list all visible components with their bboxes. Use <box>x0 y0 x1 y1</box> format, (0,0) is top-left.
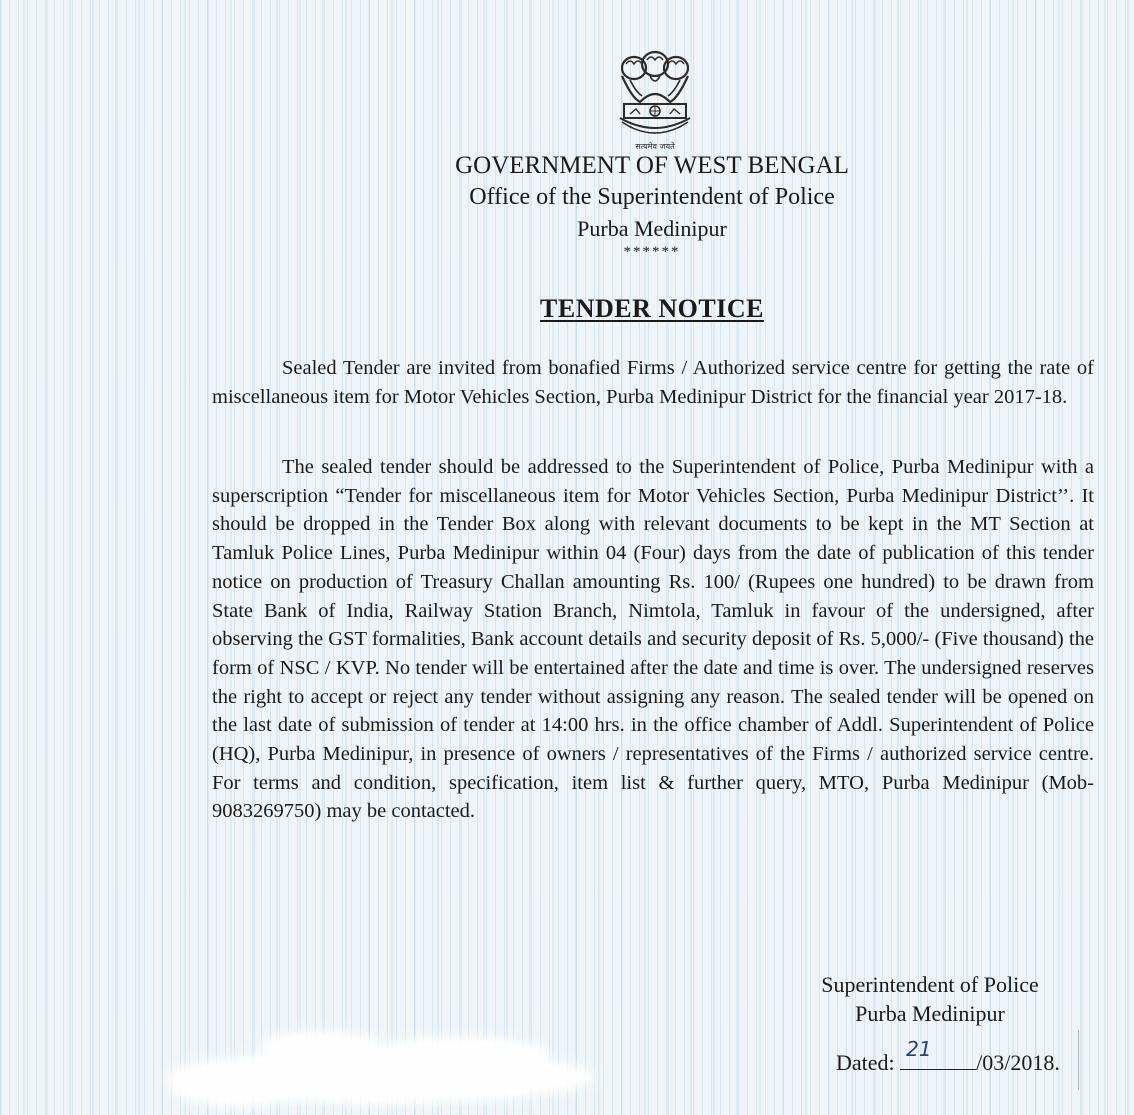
redacted-signature <box>150 1022 610 1112</box>
dated-month-year: /03/2018. <box>976 1050 1060 1075</box>
notice-paragraph-2: The sealed tender should be addressed to the Superintendent of Police, Purba Medinipur with a superscription “Tender for miscellaneous item for Motor Vehicles Section, Purba Medinipur District’’. It should be dropped in the Tender Box along with relevant documents to be kept in the MT Section at Tamluk Police Lines, Purba Medinipur within 04 (Four) days from the date of publication of this tender notice on production of Treasury Challan amounting Rs. 100/ (Rupees one hundred) to be drawn from State Bank of India, Railway Station Branch, Nimtola, Tamluk in favour of the undersigned, after observing the GST formalities, Bank account details and security deposit of Rs. 5,000/- (Five thousand) the form of NSC / KVP. No tender will be entertained after the date and time is over. The undersigned reserves the right to accept or reject any tender without assigning any reason. The sealed tender will be opened on the last date of submission of tender at 14:00 hrs. in the office chamber of Addl. Superintendent of Police (HQ), Purba Medinipur, in presence of owners / representatives of the Firms / authorized service centre. For terms and condition, specification, item list & further query, MTO, Purba Medinipur (Mob-9083269750) may be contacted. <box>212 456 1094 823</box>
notice-paragraph-1: Sealed Tender are invited from bonafied Firms / Authorized service centre for getting the rate of miscellaneous item for Motor Vehicles Section, Purba Medinipur District for the financial year 2017-18. <box>212 357 1094 408</box>
scan-edge-right <box>1078 1030 1079 1090</box>
dated-day-blank <box>900 1037 976 1070</box>
dated-line <box>836 1037 1060 1076</box>
header-separator-stars: ****** <box>623 244 681 260</box>
emblem-motto: सत्यमेव जयते <box>635 142 675 151</box>
state-emblem-icon <box>610 50 700 152</box>
signatory-title: Superintendent of Police <box>821 972 1039 997</box>
government-heading: GOVERNMENT OF WEST BENGAL <box>455 152 849 179</box>
notice-title: TENDER NOTICE <box>540 294 764 323</box>
signatory-district: Purba Medinipur <box>855 1001 1005 1026</box>
dated-label: Dated: <box>836 1050 895 1075</box>
office-heading: Office of the Superintendent of Police <box>469 184 835 210</box>
dated-day-handwritten: 21 <box>906 1037 932 1061</box>
district-heading: Purba Medinipur <box>577 216 727 241</box>
